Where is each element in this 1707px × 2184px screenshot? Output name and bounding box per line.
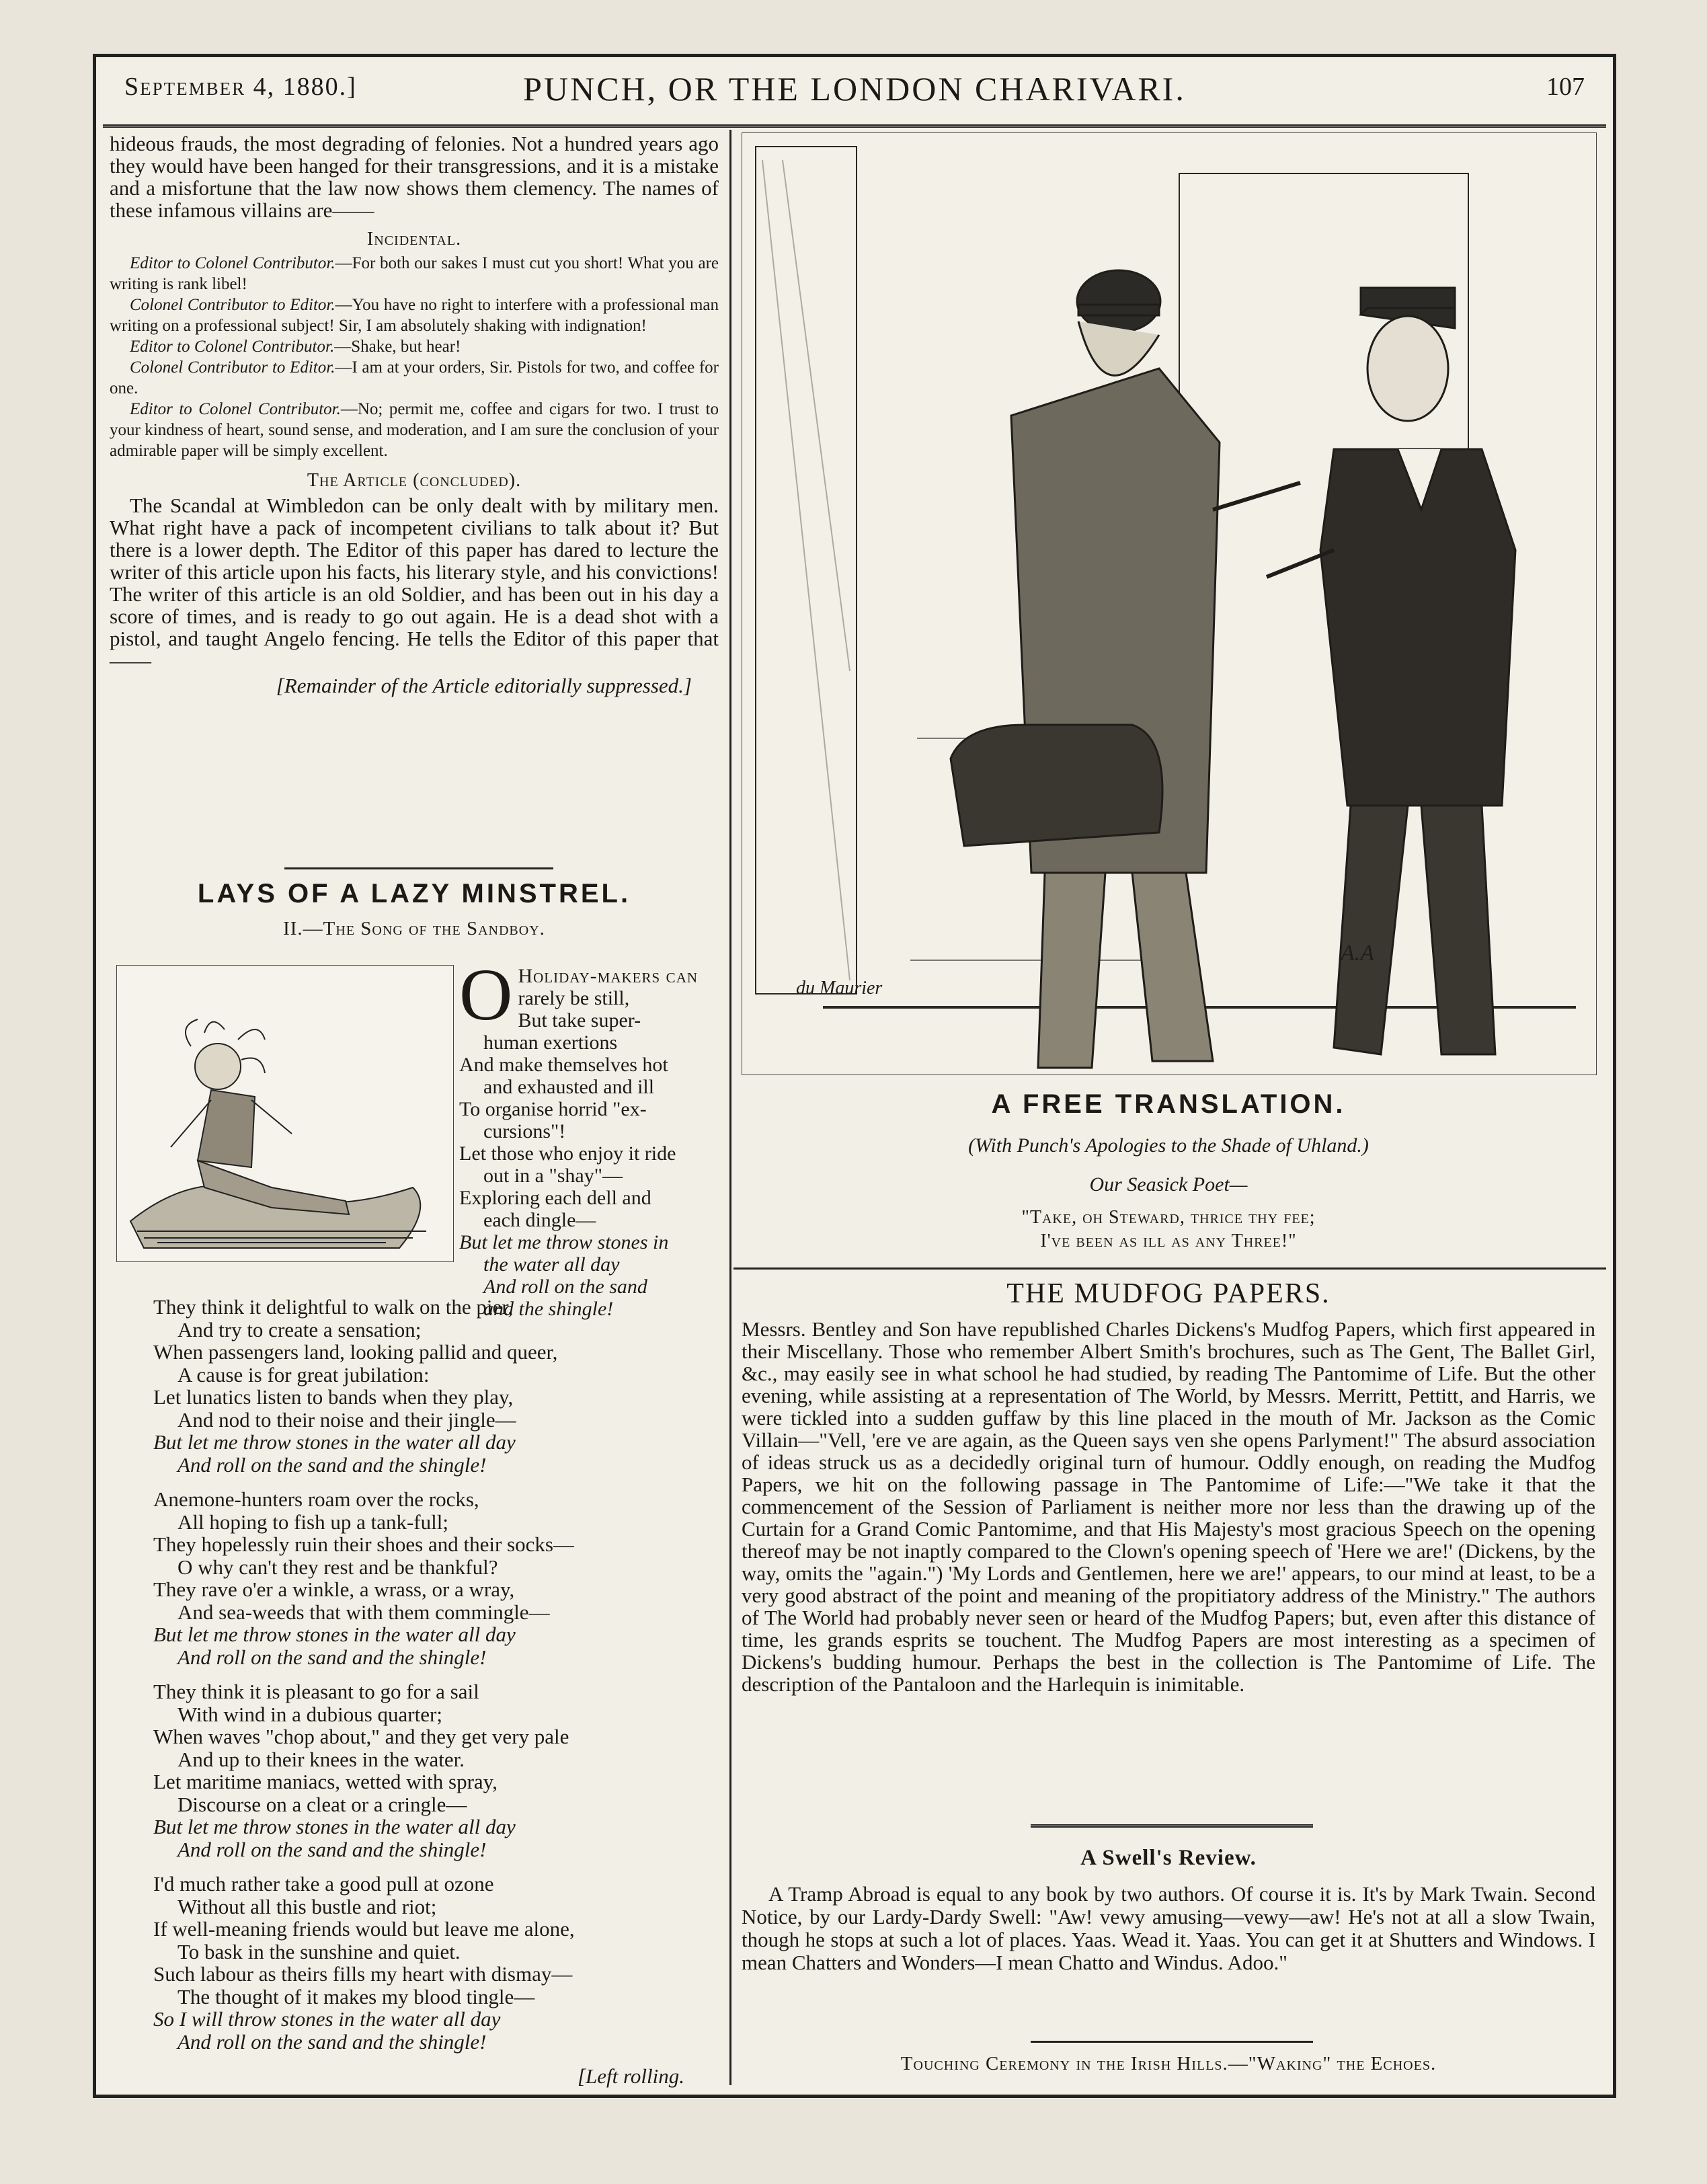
stanza xyxy=(153,1488,731,1668)
incidental-heading: Incidental. xyxy=(366,229,462,249)
article-heading: The Article (concluded). xyxy=(307,470,522,491)
masthead-title: PUNCH, OR THE LONDON CHARIVARI. xyxy=(523,70,1186,108)
poem-line: When waves "chop about," and they get very pale xyxy=(153,1725,569,1748)
dialogue-line: Editor to Colonel Contributor.—For both our sakes I must cut you short! What you are writing is rank libel! xyxy=(110,254,719,293)
poem-line: With wind in a dubious quarter; xyxy=(177,1702,442,1726)
poem-line: And try to create a sensation; xyxy=(177,1317,422,1341)
poem-line: When passengers land, looking pallid and queer, xyxy=(153,1340,558,1364)
cartoon-speaker: Our Seasick Poet— xyxy=(1089,1173,1248,1196)
poem-line: To bask in the sunshine and quiet. xyxy=(177,1939,461,1963)
mudfog-article xyxy=(742,1318,1595,1695)
left-column-top xyxy=(110,132,719,697)
poem-line: They think it delightful to walk on the pier, xyxy=(153,1295,514,1319)
dialogue xyxy=(110,253,719,461)
swell-title: A Swell's Review. xyxy=(1080,1846,1257,1870)
poem-line: the water all day xyxy=(483,1253,620,1276)
footer-note: Touching Ceremony in the Irish Hills.—"Waking" the Echoes. xyxy=(900,2053,1437,2074)
poem-line: Anemone-hunters roam over the rocks, xyxy=(153,1487,479,1511)
sandboy-drawing xyxy=(117,966,453,1261)
poem-line: And roll on the sand and the shingle! xyxy=(177,1452,487,1477)
poem-line: I'd much rather take a good pull at ozone xyxy=(153,1872,494,1896)
poem-line: They hopelessly ruin their shoes and their socks— xyxy=(153,1532,574,1556)
cartoon-subtitle: (With Punch's Apologies to the Shade of Uhland.) xyxy=(968,1134,1369,1157)
stanza xyxy=(153,1296,731,1476)
poem-line: If well-meaning friends would but leave me alone, xyxy=(153,1917,575,1941)
drop-cap: O xyxy=(459,953,513,1036)
poem-line: And roll on the sand and the shingle! xyxy=(177,1837,487,1861)
poem-line: And roll on the sand and the shingle! xyxy=(177,2029,487,2054)
poem-line: each dingle— xyxy=(483,1209,596,1231)
poem-line: human exertions xyxy=(483,1031,618,1054)
page-header xyxy=(96,57,1613,124)
poem-line: Holiday-makers can xyxy=(518,965,699,987)
cartoon-drawing xyxy=(742,133,1596,1075)
header-rule xyxy=(103,124,1606,128)
intro-paragraph: hideous frauds, the most degrading of felonies. Not a hundred years ago they would have been hanged for their transgressions, and it is a mistake and a misfortune that the law now shows them clemency. The names of these infamous villains are—— xyxy=(110,132,719,222)
poem-line: Let maritime maniacs, wetted with spray, xyxy=(153,1770,498,1793)
poem-line: But let me throw stones in the water all day xyxy=(153,1430,516,1454)
poem-line: Let lunatics listen to bands when they play, xyxy=(153,1385,514,1409)
poem-closing: [Left rolling. xyxy=(577,2064,684,2088)
cartoon-illustration xyxy=(742,132,1597,1075)
artist-signature-left: du Maurier xyxy=(796,978,883,999)
poem-line: cursions"! xyxy=(483,1120,566,1142)
issue-date: September 4, 1880.] xyxy=(124,73,357,101)
cartoon-quote-line1: "Take, oh Steward, thrice thy fee; xyxy=(1021,1207,1316,1228)
poem-line: and the shingle! xyxy=(483,1298,614,1320)
poem-line: Let those who enjoy it ride xyxy=(459,1142,676,1165)
poem-line: And roll on the sand xyxy=(483,1276,647,1298)
poem-line: and exhausted and ill xyxy=(483,1076,655,1098)
article-paragraph: The Scandal at Wimbledon can be only dealt with by military men. What right have a pack of incompetent civilians to talk about it? But there is a lower depth. The Editor of this paper has dared to lecture the writer of this article upon his facts, his literary style, and his convictions! The writer of this article is an old Soldier, and has been out in his day a score of times, and is ready to go out again. He is a dead shot with a pistol, and taught Angelo fencing. He tells the Editor of this paper that —— xyxy=(110,494,719,672)
dialogue-line: Editor to Colonel Contributor.—Shake, but hear! xyxy=(130,338,461,356)
swell-paragraph: A Tramp Abroad is equal to any book by two authors. Of course it is. It's by Mark Twain. Second Notice, by our Lardy-Dardy Swell: "Aw! vewy amusing—vewy—aw! He's not at all a slow Twain, though he stops at such a lot of places. Yaas. Wead it. Yaas. You can get it at Shutters and Windows. I mean Chatters and Wonders—I mean Chatto and Windus. Adoo." xyxy=(742,1882,1595,1974)
poem-line: O why can't they rest and be thankful? xyxy=(177,1555,498,1579)
poem-line: But let me throw stones in the water all day xyxy=(153,1623,516,1646)
dialogue-line: Colonel Contributor to Editor.—I am at your orders, Sir. Pistols for two, and coffee for one. xyxy=(110,358,719,397)
section-rule xyxy=(1031,2041,1313,2043)
poem-line: They rave o'er a winkle, a wrass, or a wray, xyxy=(153,1577,515,1601)
poem-stanzas xyxy=(153,1296,731,2088)
artist-signature-right: A.A xyxy=(1341,941,1375,966)
section-rule xyxy=(733,1268,1606,1270)
poem-line: And make themselves hot xyxy=(459,1054,668,1076)
poem-line: And roll on the sand and the shingle! xyxy=(177,1645,487,1669)
sandboy-illustration xyxy=(116,965,454,1262)
poem-line: But let me throw stones in xyxy=(459,1231,669,1253)
poem-line: To organise horrid "ex- xyxy=(459,1098,647,1120)
stanza xyxy=(153,1680,731,1861)
poem-title: LAYS OF A LAZY MINSTREL. xyxy=(197,879,631,908)
editorial-note: [Remainder of the Article editorially suppressed.] xyxy=(276,674,692,697)
poem-line: rarely be still, xyxy=(518,987,630,1009)
mudfog-title: THE MUDFOG PAPERS. xyxy=(1006,1278,1331,1309)
poem-subtitle: II.—The Song of the Sandboy. xyxy=(283,918,545,939)
poem-line: But let me throw stones in the water all day xyxy=(153,1815,516,1838)
poem-line: And nod to their noise and their jingle— xyxy=(177,1407,516,1432)
poem-line: A cause is for great jubilation: xyxy=(177,1362,430,1387)
section-rule xyxy=(284,867,553,869)
dialogue-line: Colonel Contributor to Editor.—You have no right to interfere with a professional man writing on a professional subject! Sir, I am absolutely shaking with indignation! xyxy=(110,296,719,335)
poem-line: They think it is pleasant to go for a sail xyxy=(153,1680,479,1703)
poem-line: But take super- xyxy=(518,1009,641,1031)
poem-line: out in a "shay"— xyxy=(483,1165,623,1187)
page-number: 107 xyxy=(1546,73,1585,101)
dialogue-line: Editor to Colonel Contributor.—No; permit me, coffee and cigars for two. I trust to your kindness of heart, sound sense, and moderation, and I am sure the conclusion of your admirable paper will be simply excellent. xyxy=(110,400,719,460)
mudfog-paragraph: Messrs. Bentley and Son have republished Charles Dickens's Mudfog Papers, which first appeared in their Miscellany. Those who remember Albert Smith's brochures, such as The Gent, The Ballet Girl, &c., may easily see in what school he had studied, by reading The Pantomime of Life. But the other evening, while assisting at a representation of The World, by Messrs. Merritt, Pettitt, and Harris, we were tickled into a sudden guffaw by this line placed in the mouth of Mr. Jackson as the Comic Villain—"Vell, 'ere ve are again, as the Queen says ven she opens Parlyment!" The absurd association of ideas struck us as a decidedly original turn of humour. Oddly enough, on reading the Mudfog Papers, we hit on the following passage in The Pantomime of Life:—"We take it that the commencement of the Session of Parliament is neither more nor less than the drawing up of the Curtain for a Grand Comic Pantomime, and that His Majesty's most gracious Speech on the opening thereof may be not inaptly compared to the Clown's opening speech of 'Here we are!' (Dickens, by the way, omits the "again.") 'My Lords and Gentlemen, here we are!' appears, to our mind at least, to be a very good abstract of the point and meaning of the propitiatory address of the Ministry." The authors of The World had probably never seen or heard of the Mudfog Papers; but, even after this distance of time, les grands esprits se touchent. The Mudfog Papers are most interesting as a specimen of Dickens's budding humour. Perhaps the best in the collection is The Pantomime of Life. The description of the Pantaloon and the Harlequin is inimitable. xyxy=(742,1317,1595,1696)
poem-line: All hoping to fish up a tank-full; xyxy=(177,1510,448,1534)
page xyxy=(93,54,1616,2098)
poem-line: And sea-weeds that with them commingle— xyxy=(177,1600,550,1624)
swell-article xyxy=(742,1883,1595,1974)
poem-line: So I will throw stones in the water all day xyxy=(153,2007,501,2031)
poem-line: And up to their knees in the water. xyxy=(177,1747,465,1771)
poem-line: Such labour as theirs fills my heart with dismay— xyxy=(153,1962,573,1986)
cartoon-quote-line2: I've been as ill as any Three!" xyxy=(1040,1231,1297,1251)
poem-line: Exploring each dell and xyxy=(459,1187,651,1209)
poem-line: The thought of it makes my blood tingle— xyxy=(177,1984,535,2008)
stanza xyxy=(153,1873,731,2053)
poem-first-stanza xyxy=(459,953,719,1320)
poem-line: Discourse on a cleat or a cringle— xyxy=(177,1792,467,1816)
section-rule xyxy=(1031,1824,1313,1828)
poem-line: Without all this bustle and riot; xyxy=(177,1894,437,1918)
cartoon-title: A FREE TRANSLATION. xyxy=(991,1089,1346,1119)
